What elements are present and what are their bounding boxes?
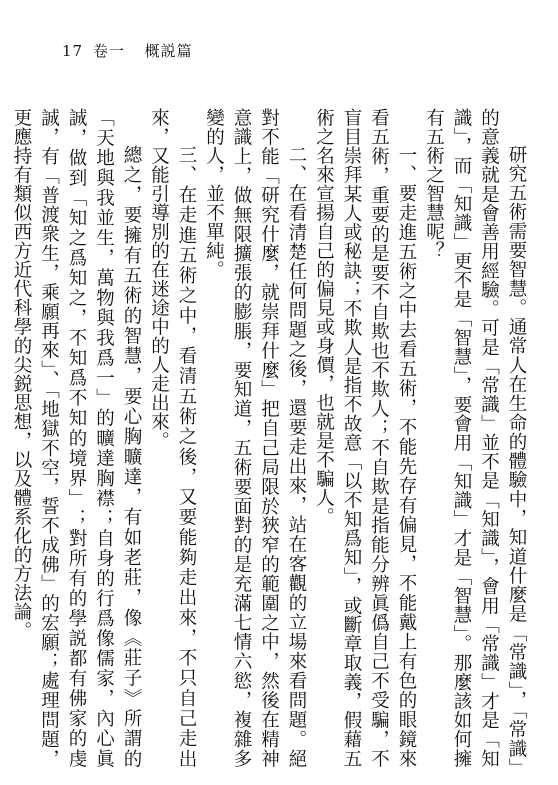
paragraph-point-two: 二、在看清楚任何問題之後，還要走出來，站在客觀的立場來看問題。絕對不能「研究什麼，就崇拜什麼」把自己局限於狹窄的範圍之中，然後在精神意識上，做無限擴張的膨脹，要知道，五術要面對的是充滿七情六慾，複雜多變的人，並不單純。 <box>203 108 307 768</box>
section-title: 概説篇 <box>144 42 193 60</box>
running-header <box>62 40 193 61</box>
paragraph-point-three: 三、在走進五術之中，看清五術之後，又要能夠走出來，不只自己走出來，又能引導別的在迷途中的人走出來。 <box>148 108 197 768</box>
vertical-body-text <box>11 108 530 768</box>
page-number: 17 <box>62 42 84 60</box>
chapter-label: 卷一 <box>92 42 125 60</box>
paragraph-intro: 研究五術需要智慧。通常人在生命的體驗中，知道什麼是「常識」，「常識」的意義就是會善用經驗。可是「常識」並不是「知識」，會用「常識」才是「知識」，而「知識」更不是「智慧」，要會用「知識」才是「智慧」。那麼該如何擁有五術之智慧呢？ <box>423 108 527 768</box>
paragraph-point-one: 一、要走進五術之中去看五術，不能先存有偏見，不能戴上有色的眼鏡來看五術，重要的是要不自欺也不欺人；不自欺是指能分辨眞僞自己不受騙，不盲目崇拜某人或秘訣；不欺人是指不故意「以不知爲知」，或斷章取義，假藉五術之名來宣揚自己的偏見或身價，也就是不騙人。 <box>313 108 417 768</box>
paragraph-conclusion: 總之，要擁有五術的智慧，要心胸曠達，有如老莊，像《莊子》所謂的「天地與我並生，萬物與我爲一」的曠達胸襟；自身的行爲像儒家，內心眞誠，做到「知之爲知之，不知爲不知的境界」；對所有的學説都有佛家的虔誠，有「普渡衆生，乘願再來」、「地獄不空，誓不成佛」的宏願；處理問題，更應持有類似西方近代科學的尖鋭思想，以及體系化的方法論。 <box>11 108 142 768</box>
